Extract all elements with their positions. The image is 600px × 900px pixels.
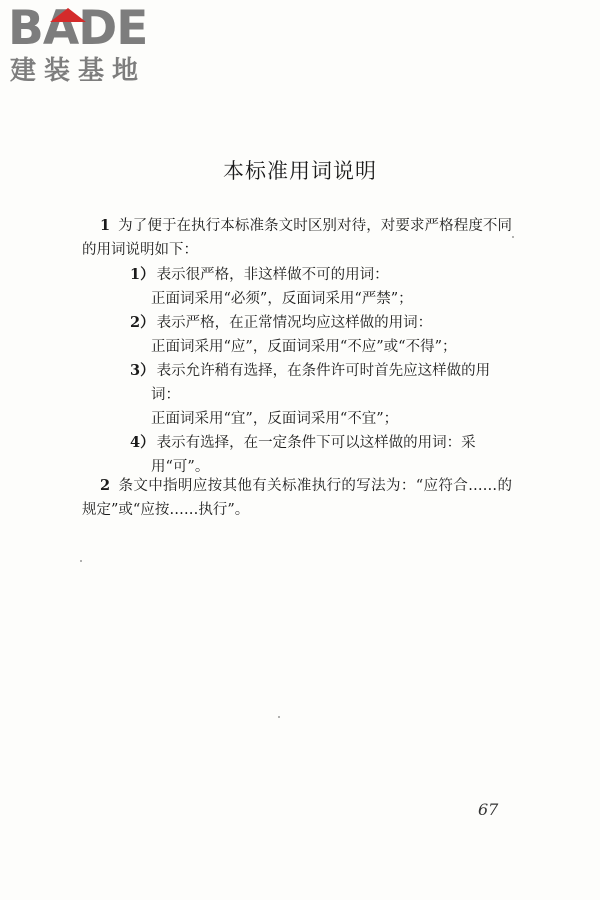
- list-item: [130, 263, 514, 311]
- clause-2-number: 2: [100, 477, 111, 494]
- item-number: 4）: [130, 434, 155, 451]
- clause-1: [82, 214, 512, 262]
- scan-speck: [80, 560, 82, 562]
- scan-speck: [512, 236, 514, 238]
- item-number: 1）: [130, 266, 155, 283]
- logo-wordmark: BADE: [8, 1, 148, 56]
- item-number: 2）: [130, 314, 155, 331]
- item-text: 表示有选择，在一定条件下可以这样做的用词：采用“可”。: [151, 435, 476, 475]
- clause-2-text: 条文中指明应按其他有关标准执行的写法为：“应符合……的规定”或“应按……执行”。: [82, 478, 512, 518]
- scan-speck: [278, 716, 280, 718]
- clause-1-text: 为了便于在执行本标准条文时区别对待，对要求严格程度不同的用词说明如下：: [82, 218, 512, 258]
- usage-list: [130, 263, 514, 479]
- clause-2: [82, 474, 512, 522]
- list-item: [130, 311, 514, 359]
- bade-logo: [8, 1, 176, 86]
- list-item: [130, 431, 514, 479]
- item-sub-text: 正面词采用“应”，反面词采用“不应”或“不得”；: [151, 339, 457, 355]
- page-title: 本标准用词说明: [223, 159, 377, 183]
- item-sub-text: 正面词采用“必须”，反面词采用“严禁”；: [151, 291, 413, 307]
- item-text: 表示严格，在正常情况均应这样做的用词：: [156, 315, 433, 331]
- item-sub-text: 正面词采用“宜”，反面词采用“不宜”；: [151, 411, 399, 427]
- list-item: [130, 359, 514, 431]
- logo-red-accent: [50, 8, 86, 22]
- item-text: 表示很严格，非这样做不可的用词：: [156, 267, 389, 283]
- item-number: 3）: [130, 362, 155, 379]
- item-text: 表示允许稍有选择，在条件许可时首先应这样做的用词：: [151, 363, 491, 403]
- logo-subtitle: 建装基地: [10, 56, 147, 86]
- page-number: 67: [478, 800, 499, 819]
- clause-1-number: 1: [100, 217, 111, 234]
